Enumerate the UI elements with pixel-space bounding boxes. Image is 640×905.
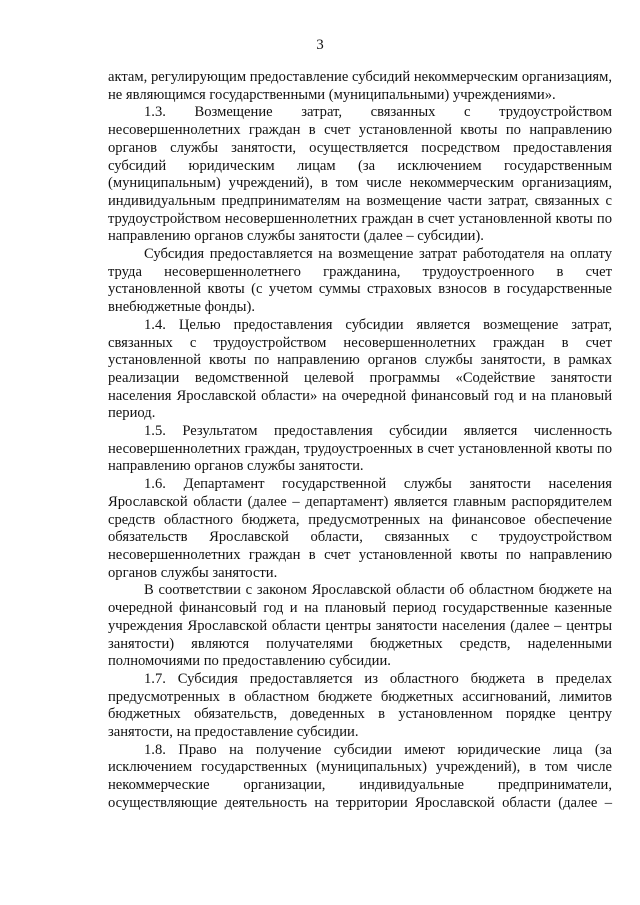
paragraph: Субсидия предоставляется на возмещение затрат работодателя на оплату труда несовершеннолетнего гражданина, трудоустроенного в счет установленной квоты (с учетом суммы страховых взносов в государственные внебюджетные фонды). <box>108 246 612 316</box>
paragraph: 1.6. Департамент государственной службы занятости населения Ярославской области (далее – департамент) является главным распорядителем средств областного бюджета, предусмотренных на финансовое обеспечение обязательств Ярославской области, связанных с трудоустройством несовершеннолетних граждан в счет установленной квоты по направлению органов службы занятости. <box>108 476 612 581</box>
paragraph: В соответствии с законом Ярославской области об областном бюджете на очередной финансовый год и на плановый период государственные казенные учреждения Ярославской области центры занятости населения (далее – центры занятости) являются получателями бюджетных средств, наделенными полномочиями по предоставлению субсидии. <box>108 582 612 670</box>
document-body <box>108 69 612 813</box>
paragraph: 1.5. Результатом предоставления субсидии является численность несовершеннолетних граждан, трудоустроенных в счет установленной квоты по направлению органов службы занятости. <box>108 423 612 475</box>
paragraph: 1.4. Целью предоставления субсидии является возмещение затрат, связанных с трудоустройством несовершеннолетних граждан в счет установленной квоты по направлению органов службы занятости, в рамках реализации ведомственной целевой программы «Содействие занятости населения Ярославской области» на очередной финансовый год и на плановый период. <box>108 316 612 422</box>
paragraph: 1.3. Возмещение затрат, связанных с трудоустройством несовершеннолетних граждан в счет установленной квоты по направлению органов службы занятости, осуществляется посредством предоставления субсидий юридическим лицам (за исключением государственным (муниципальным) учреждений), в том числе некоммерческим организациям, индивидуальным предпринимателям на возмещение части затрат, связанных с трудоустройством несовершеннолетних граждан в счет установленной квоты по направлению органов службы занятости (далее – субсидии). <box>108 104 612 245</box>
page-number: 3 <box>316 37 324 53</box>
paragraph: 1.7. Субсидия предоставляется из областного бюджета в пределах предусмотренных в областном бюджете бюджетных ассигнований, лимитов бюджетных обязательств, доведенных в установленном порядке центру занятости, на предоставление субсидии. <box>108 670 612 741</box>
paragraph: 1.8. Право на получение субсидии имеют юридические лица (за исключением государственных (муниципальных) учреждений), в том числе некоммерческие организации, индивидуальные предприниматели, осуществляющие деятельность на территории Ярославской области (далее – <box>108 741 612 811</box>
paragraph: актам, регулирующим предоставление субсидий некоммерческим организациям, не являющимся государственными (муниципальными) учреждениями». <box>108 69 612 103</box>
